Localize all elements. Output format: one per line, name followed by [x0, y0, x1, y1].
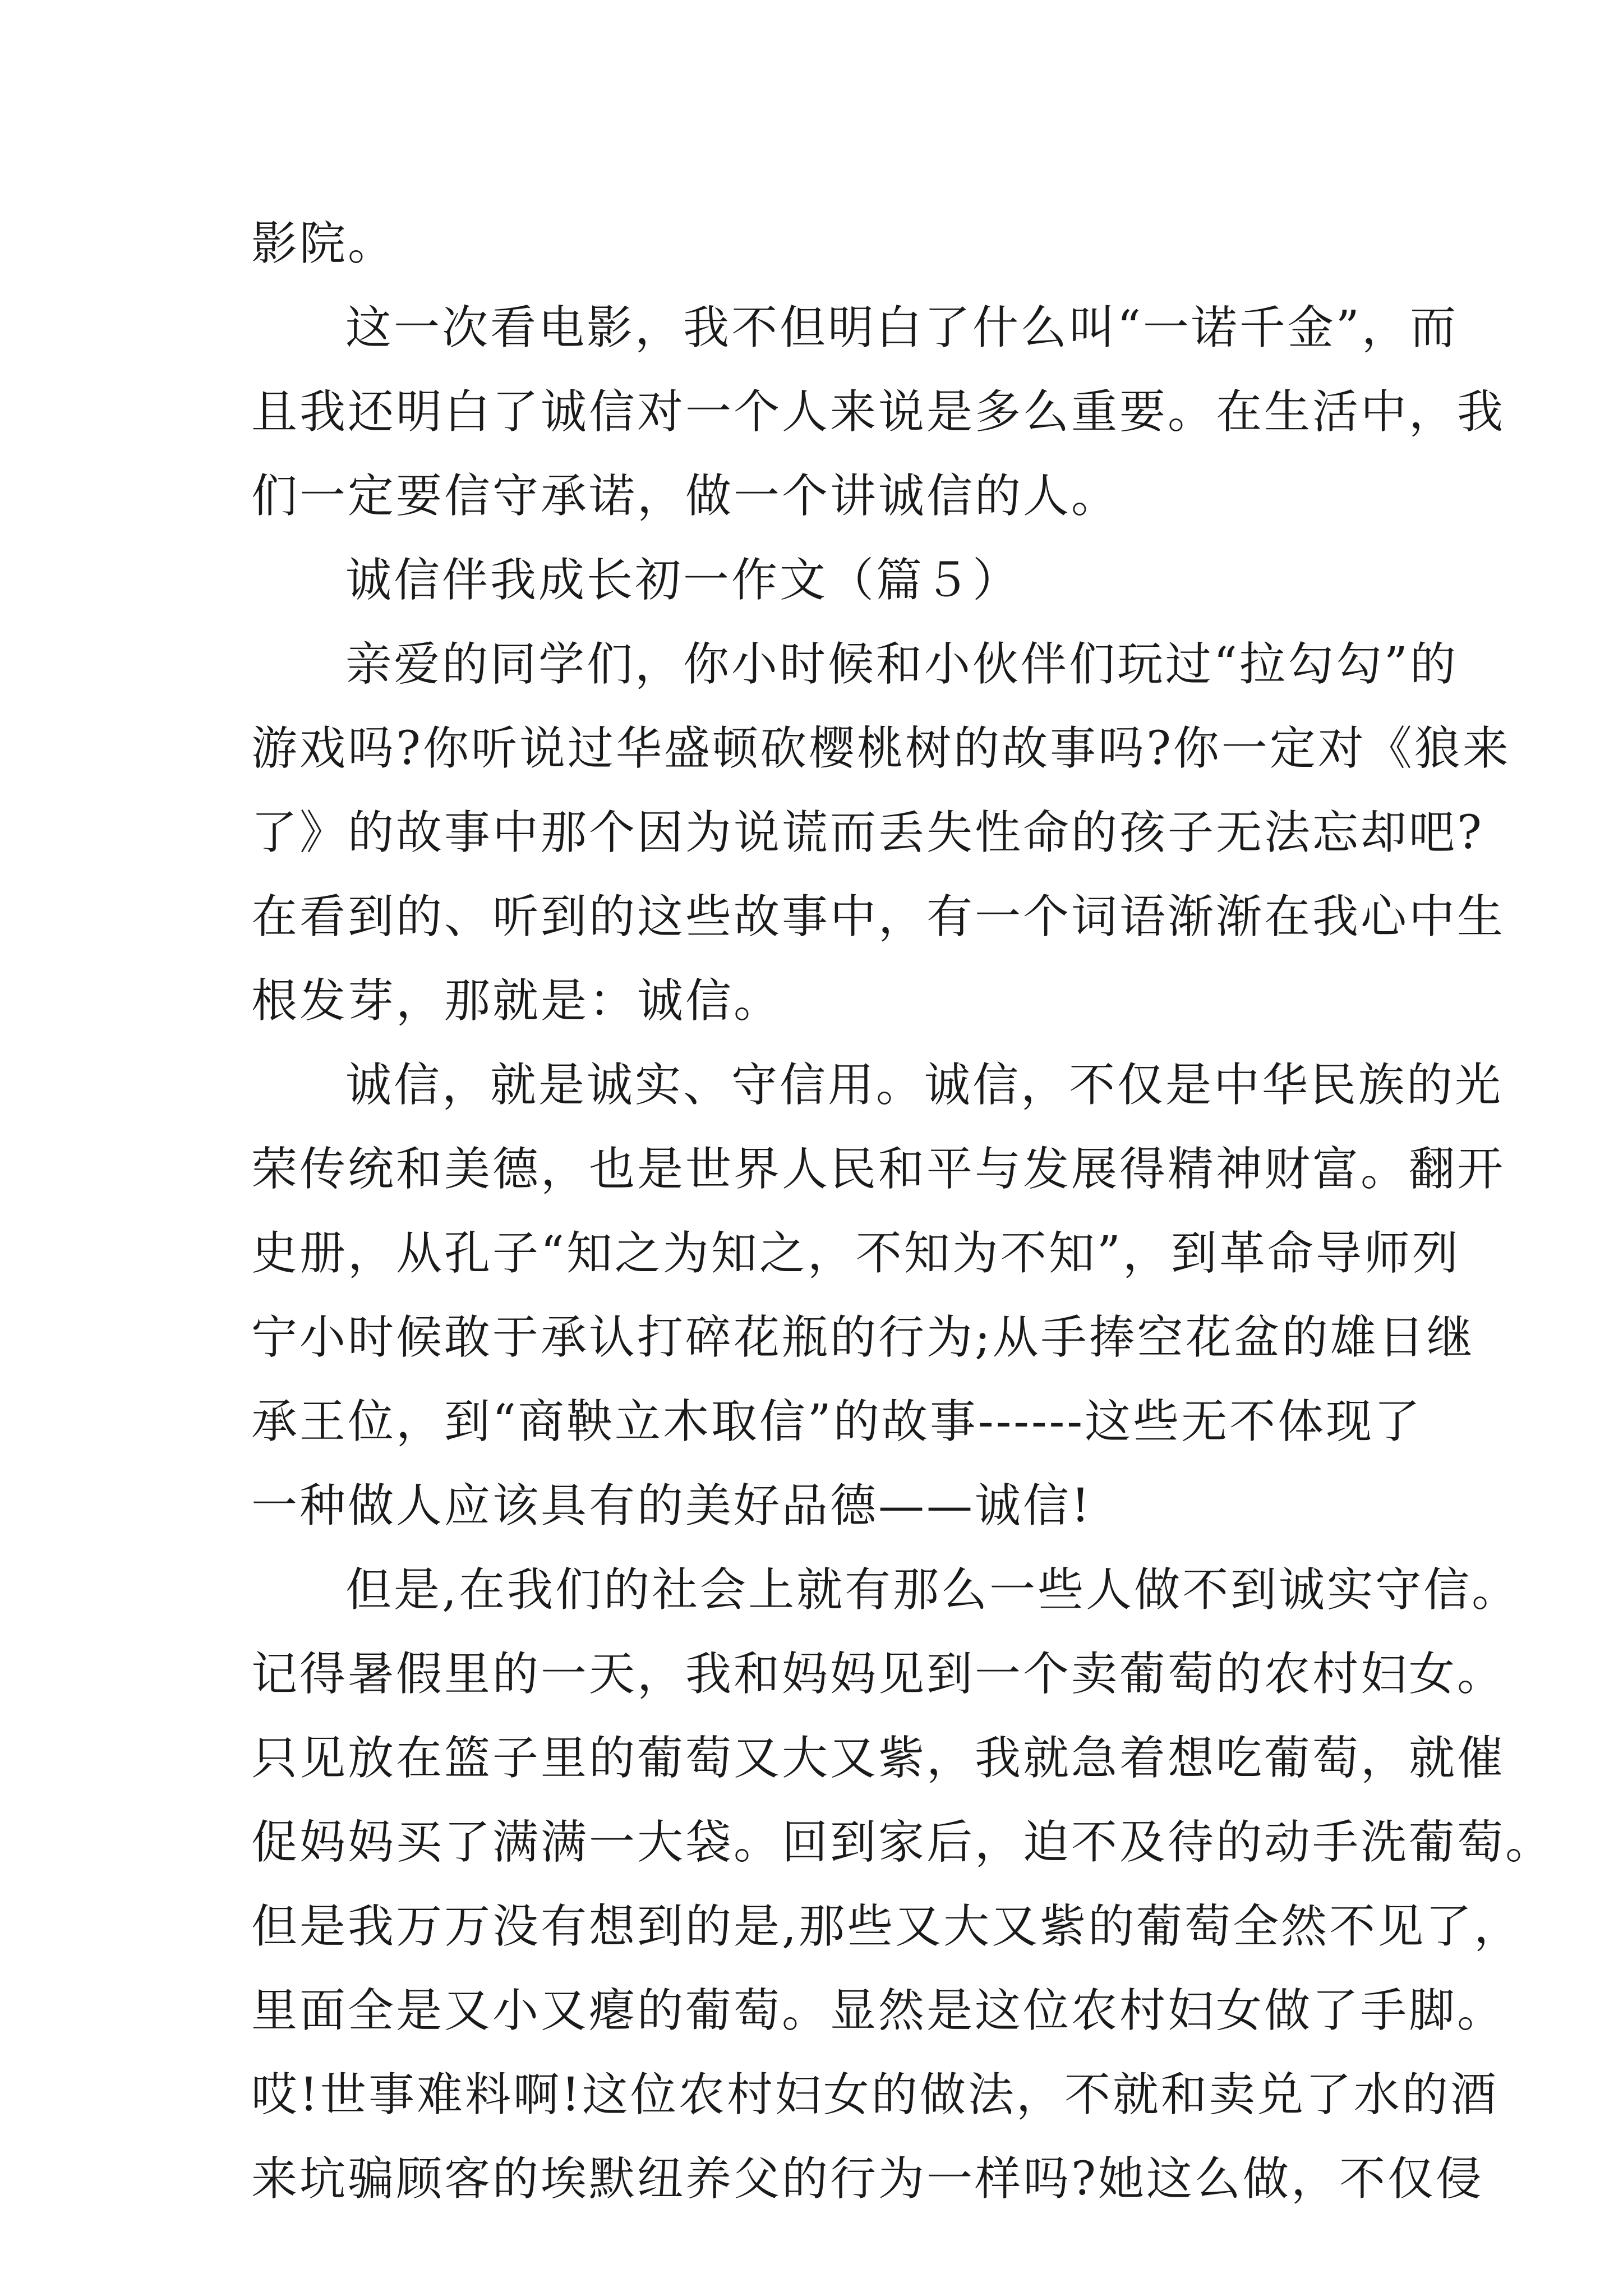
text-line: 来坑骗顾客的埃默纽养父的行为一样吗?她这么做，不仅侵 — [251, 2152, 1484, 2206]
text-line: 且我还明白了诚信对一个人来说是多么重要。在生活中，我 — [251, 385, 1506, 439]
section-heading: 诚信伴我成长初一作文（篇５） — [345, 554, 1021, 607]
text-line: 但是,在我们的社会上就有那么一些人做不到诚实守信。 — [345, 1563, 1520, 1617]
text-line: 这一次看电影，我不但明白了什么叫“一诺千金”，而 — [345, 301, 1458, 355]
text-line: 只见放在篮子里的葡萄又大又紫，我就急着想吃葡萄，就催 — [251, 1732, 1506, 1785]
text-line: 荣传统和美德，也是世界人民和平与发展得精神财富。翻开 — [251, 1143, 1506, 1196]
text-line: 诚信，就是诚实、守信用。诚信，不仅是中华民族的光 — [345, 1059, 1504, 1112]
text-line: 宁小时候敢于承认打碎花瓶的行为;从手捧空花盆的雄日继 — [251, 1311, 1475, 1364]
text-line: 一种做人应该具有的美好品德——诚信! — [251, 1479, 1092, 1533]
text-line: 根发芽，那就是：诚信。 — [251, 974, 782, 1028]
text-line: 记得暑假里的一天，我和妈妈见到一个卖葡萄的农村妇女。 — [251, 1648, 1506, 1701]
document-body — [251, 202, 1554, 2221]
text-line: 促妈妈买了满满一大袋。回到家后，迫不及待的动手洗葡萄。 — [251, 1816, 1554, 1869]
text-line: 但是我万万没有想到的是,那些又大又紫的葡萄全然不见了， — [251, 1900, 1523, 1953]
text-line: 了》的故事中那个因为说谎而丢失性命的孩子无法忘却吧? — [251, 806, 1484, 859]
text-line: 在看到的、听到的这些故事中，有一个词语渐渐在我心中生 — [251, 890, 1506, 944]
text-line: 哎!世事难料啊!这位农村妇女的做法，不就和卖兑了水的酒 — [251, 2068, 1498, 2122]
text-line: 史册，从孔子“知之为知之，不知为不知”，到革命导师列 — [251, 1227, 1460, 1280]
text-line: 承王位，到“商鞅立木取信”的故事------这些无不体现了 — [251, 1395, 1423, 1448]
text-line: 游戏吗?你听说过华盛顿砍樱桃树的故事吗?你一定对《狼来 — [251, 722, 1511, 775]
text-line: 里面全是又小又瘪的葡萄。显然是这位农村妇女做了手脚。 — [251, 1984, 1506, 2037]
text-line: 亲爱的同学们，你小时候和小伙伴们玩过“拉勾勾”的 — [345, 638, 1458, 691]
text-line: 影院。 — [251, 217, 396, 270]
text-line: 们一定要信守承诺，做一个讲诚信的人。 — [251, 470, 1120, 523]
